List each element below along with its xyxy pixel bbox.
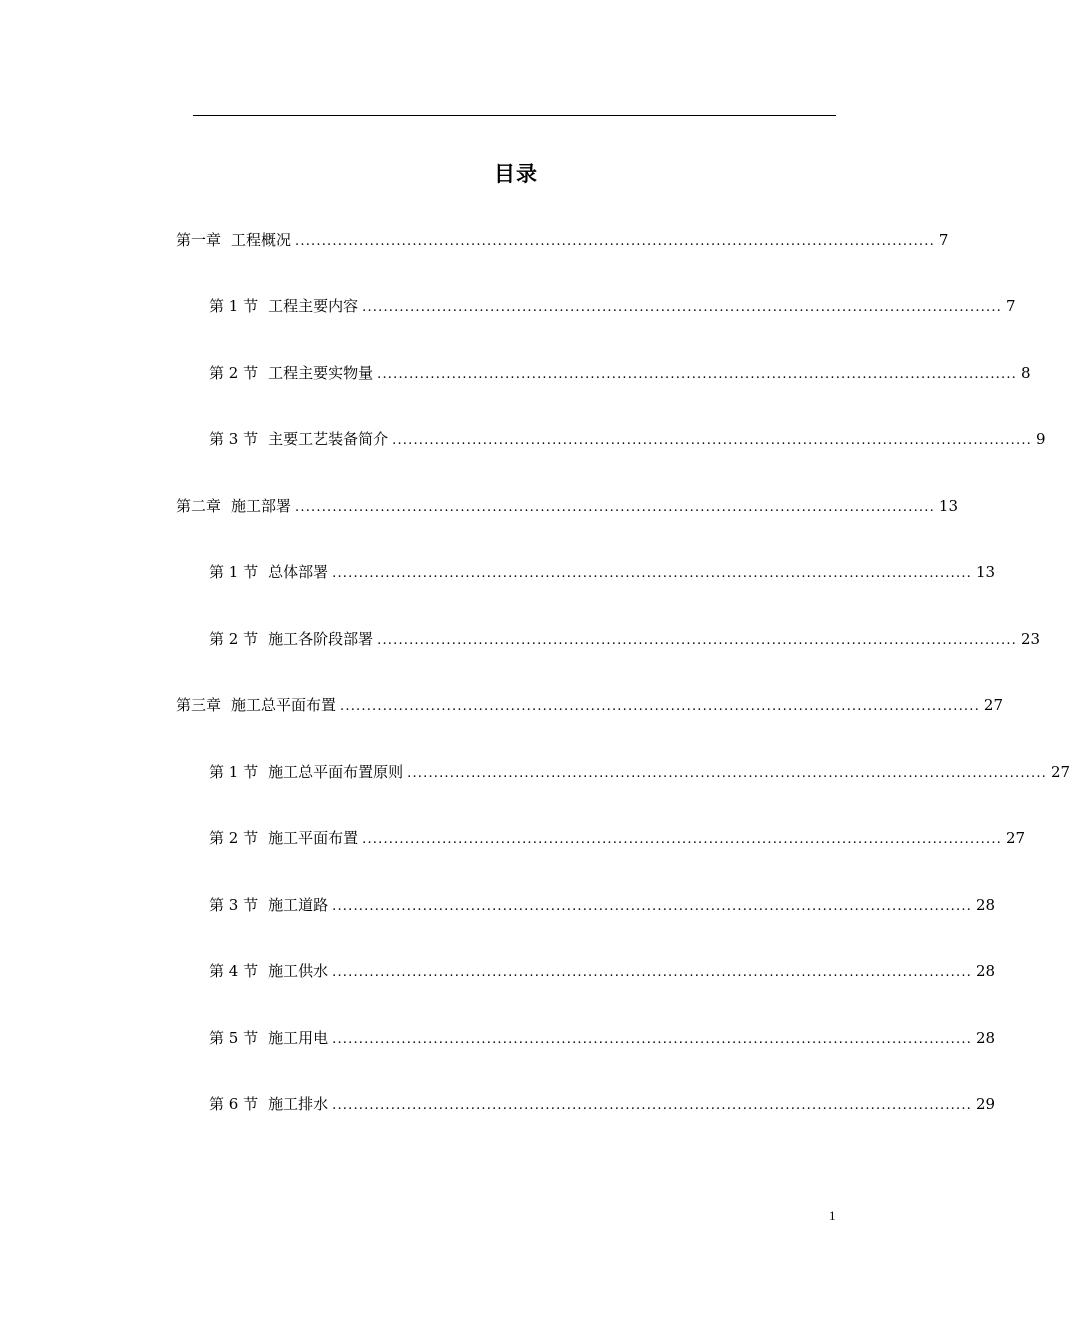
toc-entry-number: 第三章 bbox=[176, 696, 222, 714]
toc-entry-title: 施工平面布置 bbox=[268, 829, 359, 847]
toc-entry-number: 第 5 节 bbox=[209, 1029, 259, 1047]
toc-entry-number: 第 1 节 bbox=[209, 563, 259, 581]
toc-entry-number: 第一章 bbox=[176, 231, 222, 249]
dot-leader: ........................................................................................................................ bbox=[407, 766, 1047, 781]
toc-entry-page: 27 bbox=[983, 696, 1004, 714]
toc-entry-page: 9 bbox=[1036, 430, 1046, 448]
toc-entry-page: 27 bbox=[1006, 829, 1026, 847]
toc-entry-number: 第 3 节 bbox=[209, 430, 259, 448]
toc-entry-title: 主要工艺装备简介 bbox=[268, 430, 389, 448]
toc-entry-section[interactable] bbox=[209, 429, 1046, 451]
toc-entry-number: 第 1 节 bbox=[209, 297, 259, 315]
toc-entry-page: 28 bbox=[976, 962, 996, 980]
toc-entry-page: 7 bbox=[1006, 297, 1016, 315]
toc-entry-page: 7 bbox=[938, 231, 949, 249]
page-number: 1 bbox=[829, 1208, 836, 1223]
toc-entry-page: 8 bbox=[1021, 364, 1031, 382]
dot-leader: ........................................................................................................................ bbox=[362, 300, 1002, 315]
toc-entry-title: 工程概况 bbox=[231, 231, 292, 249]
toc-entry-number: 第 4 节 bbox=[209, 962, 259, 980]
toc-entry-title: 施工用电 bbox=[268, 1029, 329, 1047]
toc-entry-title: 施工道路 bbox=[268, 896, 329, 914]
dot-leader: ........................................................................................................................ bbox=[377, 367, 1017, 382]
toc-entry-number: 第 2 节 bbox=[209, 630, 259, 648]
toc-entry-section[interactable] bbox=[209, 296, 1016, 318]
toc-entry-page: 28 bbox=[976, 1029, 996, 1047]
toc-entry-section[interactable] bbox=[209, 1028, 996, 1050]
toc-entry-number: 第二章 bbox=[176, 497, 222, 515]
toc-entry-section[interactable] bbox=[209, 961, 996, 983]
toc-entry-number: 第 2 节 bbox=[209, 829, 259, 847]
dot-leader: ........................................................................................................................ bbox=[392, 433, 1032, 448]
dot-leader: ........................................................................................................................ bbox=[332, 965, 972, 980]
toc-entry-number: 第 6 节 bbox=[209, 1095, 259, 1113]
dot-leader: ........................................................................................................................ bbox=[332, 899, 972, 914]
toc-entry-title: 施工各阶段部署 bbox=[268, 630, 374, 648]
toc-entry-number: 第 1 节 bbox=[209, 763, 259, 781]
toc-entry-chapter[interactable] bbox=[176, 695, 1004, 717]
toc-entry-page: 28 bbox=[976, 896, 996, 914]
toc-entry-page: 13 bbox=[976, 563, 996, 581]
toc-entry-page: 23 bbox=[1021, 630, 1041, 648]
toc-entry-title: 施工供水 bbox=[268, 962, 329, 980]
toc-entry-chapter[interactable] bbox=[176, 230, 949, 252]
toc-entry-title: 工程主要内容 bbox=[268, 297, 359, 315]
dot-leader: ........................................................................................................................ bbox=[377, 633, 1017, 648]
toc-entry-section[interactable] bbox=[209, 895, 996, 917]
dot-leader: ........................................................................................................................ bbox=[362, 832, 1002, 847]
toc-entry-page: 27 bbox=[1051, 763, 1070, 781]
toc-entry-title: 施工排水 bbox=[268, 1095, 329, 1113]
toc-entry-page: 29 bbox=[976, 1095, 996, 1113]
toc-entry-number: 第 3 节 bbox=[209, 896, 259, 914]
toc-entry-section[interactable] bbox=[209, 762, 1070, 784]
toc-entry-section[interactable] bbox=[209, 629, 1041, 651]
toc-entry-number: 第 2 节 bbox=[209, 364, 259, 382]
dot-leader: ........................................................................................................................ bbox=[332, 1032, 972, 1047]
toc-entry-section[interactable] bbox=[209, 1094, 996, 1116]
toc-entry-title: 施工总平面布置 bbox=[231, 696, 337, 714]
toc-entry-title: 总体部署 bbox=[268, 563, 329, 581]
dot-leader: ........................................................................................................................ bbox=[340, 699, 980, 714]
toc-entry-section[interactable] bbox=[209, 363, 1031, 385]
dot-leader: ........................................................................................................................ bbox=[332, 566, 972, 581]
dot-leader: ........................................................................................................................ bbox=[295, 500, 935, 515]
toc-entry-chapter[interactable] bbox=[176, 496, 959, 518]
toc-entry-section[interactable] bbox=[209, 828, 1026, 850]
dot-leader: ........................................................................................................................ bbox=[332, 1098, 972, 1113]
toc-entry-page: 13 bbox=[938, 497, 959, 515]
toc-title: 目录 bbox=[494, 162, 538, 186]
toc-entry-title: 施工总平面布置原则 bbox=[268, 763, 404, 781]
dot-leader: ........................................................................................................................ bbox=[295, 234, 935, 249]
toc-entry-title: 施工部署 bbox=[231, 497, 292, 515]
toc-entry-title: 工程主要实物量 bbox=[268, 364, 374, 382]
toc-entry-section[interactable] bbox=[209, 562, 996, 584]
